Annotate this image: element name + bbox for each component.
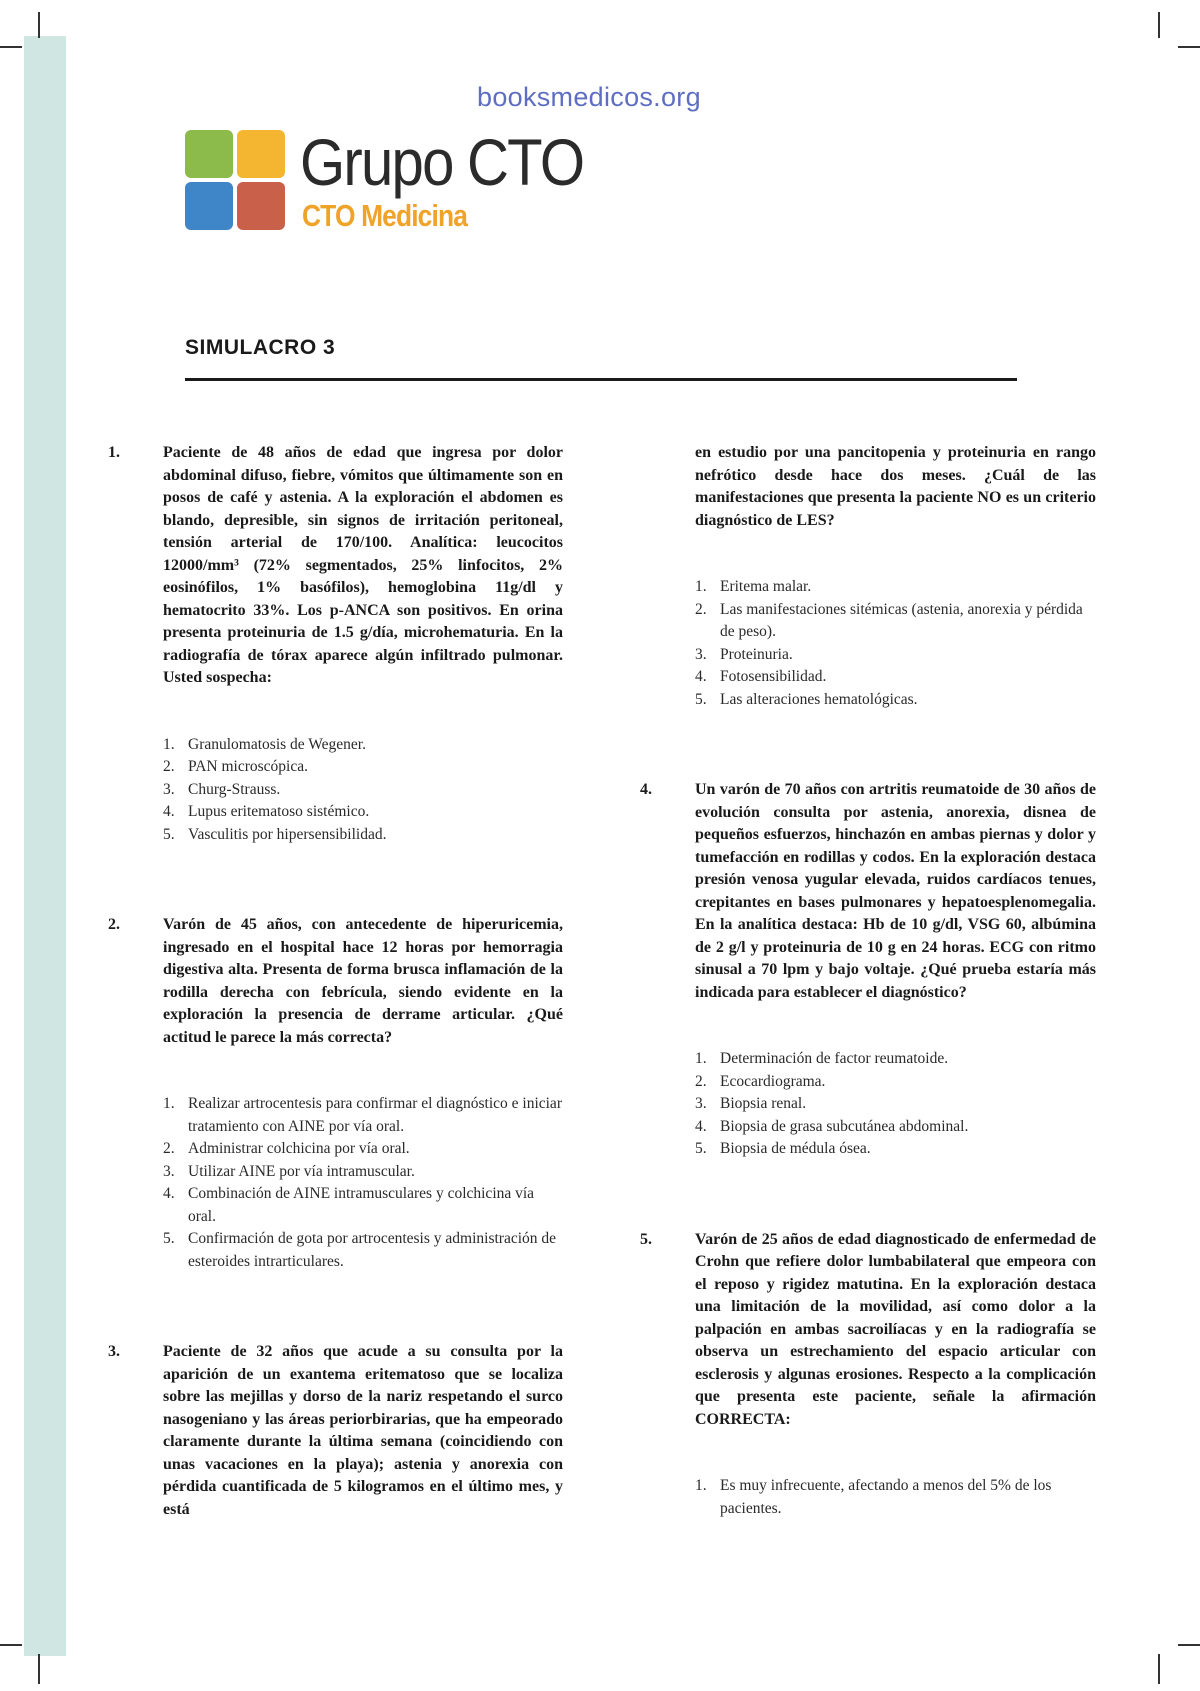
- answer-option[interactable]: 4. Biopsia de grasa subcutánea abdominal.: [695, 1117, 969, 1135]
- logo-square-blue: [185, 182, 233, 230]
- question-stem: [640, 779, 1096, 1004]
- answer-options: [108, 734, 563, 847]
- question-number: 1.: [108, 444, 120, 461]
- crop-mark: [38, 12, 40, 38]
- answer-options: [108, 1093, 563, 1273]
- answer-option[interactable]: 1. Es muy infrecuente, afectando a menos del 5% de los pacientes.: [695, 1477, 1052, 1517]
- title-divider: [185, 378, 1017, 381]
- logo-subtitle: CTO Medicina: [302, 198, 468, 233]
- question-stem-continued: [640, 442, 1096, 532]
- answer-option[interactable]: 5. Las alteraciones hematológicas.: [695, 690, 918, 708]
- answer-option[interactable]: 1. Realizar artrocentesis para confirmar el diagnóstico e iniciar tratamiento con AINE por vía oral.: [163, 1095, 562, 1135]
- answer-option[interactable]: 1. Eritema malar.: [695, 578, 812, 595]
- question-stem: [108, 1341, 563, 1521]
- question-3: [108, 1341, 563, 1521]
- answer-option[interactable]: 2. PAN microscópica.: [163, 758, 308, 775]
- crop-mark: [1178, 46, 1200, 48]
- page-title: SIMULACRO 3: [185, 336, 336, 359]
- answer-option[interactable]: 5. Biopsia de médula ósea.: [695, 1140, 871, 1157]
- question-text: en estudio por una pancitopenia y proteinuria en rango nefrótico desde hace dos meses. ¿Cuál de las manifestaciones que presenta la paciente NO es un criterio diagnóstico de LES?: [695, 444, 1096, 529]
- answer-option[interactable]: 3. Proteinuria.: [695, 645, 793, 663]
- question-text: Un varón de 70 años con artritis reumatoide de 30 años de evolución consulta por astenia, anorexia, disnea de pequeños esfuerzos, hinchazón en ambas piernas y dolor y tumefacción en rodillas y codos. En la exploración destaca presión venosa yugular elevada, ruidos cardíacos tenues, crepitantes en bases pulmonares y hepatoesplenomegalia. En la analítica destaca: Hb de 10 g/dl, VSG 60, albúmina de 2 g/l y proteinuria de 10 g en 24 horas. ECG con ritmo sinusal a 70 lpm y bajo voltaje. ¿Qué prueba estaría más indicada para establecer el diagnóstico?: [695, 781, 1096, 1001]
- question-text: Varón de 25 años de edad diagnosticado de enfermedad de Crohn que refiere dolor lumbabilateral que empeora con el reposo y rigidez matutina. En la exploración destaca una limitación de la movilidad, así como dolor a la palpación en ambas sacroilíacas y en la radiografía se observa un estrechamiento del espacio articular con esclerosis y algunas erosiones. Respecto a la complicación que presenta este paciente, señale la afirmación CORRECTA:: [695, 1230, 1096, 1428]
- crop-mark: [0, 46, 22, 48]
- crop-mark: [1158, 12, 1160, 38]
- answer-option[interactable]: 2. Administrar colchicina por vía oral.: [163, 1140, 410, 1157]
- answer-option[interactable]: 1. Determinación de factor reumatoide.: [695, 1050, 949, 1067]
- question-4: [640, 779, 1096, 1161]
- left-column: [108, 442, 563, 1521]
- question-text: Varón de 45 años, con antecedente de hiperuricemia, ingresado en el hospital hace 12 horas por hemorragia digestiva alta. Presenta de forma brusca inflamación de la rodilla derecha con febrícula, siendo evidente en la exploración la presencia de derrame articular. ¿Qué actitud le parece la más correcta?: [163, 916, 563, 1046]
- logo-square-red: [237, 182, 285, 230]
- question-5: [640, 1229, 1096, 1521]
- answer-option[interactable]: 4. Fotosensibilidad.: [695, 668, 827, 685]
- logo-square-yellow: [237, 130, 285, 178]
- crop-mark: [38, 1654, 40, 1684]
- question-number: 3.: [108, 1343, 120, 1360]
- question-3-continued: [640, 442, 1096, 711]
- answer-option[interactable]: 5. Confirmación de gota por artrocentesis y administración de esteroides intrarticulares.: [163, 1230, 557, 1270]
- question-2: [108, 914, 563, 1273]
- question-stem: [108, 442, 563, 690]
- answer-option[interactable]: 5. Vasculitis por hipersensibilidad.: [163, 825, 387, 843]
- answer-options: [640, 576, 1096, 711]
- answer-option[interactable]: 4. Lupus eritematoso sistémico.: [163, 803, 370, 820]
- question-1: [108, 442, 563, 846]
- right-column: [640, 442, 1096, 1520]
- answer-option[interactable]: 1. Granulomatosis de Wegener.: [163, 735, 366, 753]
- logo-brand-text: Grupo CTO: [300, 125, 584, 199]
- watermark-link[interactable]: booksmedicos.org: [477, 82, 701, 112]
- answer-option[interactable]: 2. Ecocardiograma.: [695, 1072, 826, 1090]
- crop-mark: [1178, 1644, 1200, 1646]
- question-text: Paciente de 32 años que acude a su consulta por la aparición de un exantema eritematoso que se localiza sobre las mejillas y dorso de la nariz respetando el surco nasogeniano y las áreas periorbirarias, que ha empeorado claramente durante la última semana (coincidiendo con unas vacaciones en la playa); astenia y anorexia con pérdida cuantificada de 5 kilogramos en el último mes, y está: [163, 1343, 563, 1518]
- question-number: 2.: [108, 916, 120, 933]
- side-color-strip: [24, 36, 66, 1656]
- answer-option[interactable]: 3. Biopsia renal.: [695, 1095, 807, 1112]
- crop-mark: [1158, 1654, 1160, 1684]
- question-number: 5.: [640, 1230, 652, 1248]
- logo-square-green: [185, 130, 233, 178]
- question-stem: [108, 914, 563, 1049]
- answer-options: [640, 1048, 1096, 1161]
- question-stem: [640, 1229, 1096, 1432]
- grupo-cto-logo: [185, 125, 605, 240]
- question-text: Paciente de 48 años de edad que ingresa por dolor abdominal difuso, fiebre, vómitos que últimamente son en posos de café y astenia. A la exploración el abdomen es blando, depresible, sin signos de irritación peritoneal, tensión arterial de 170/100. Analítica: leucocitos 12000/mm³ (72% segmentados, 25% linfocitos, 2% eosinófilos, 1% basófilos), hemoglobina 11g/dl y hematocrito 33%. Los p-ANCA son positivos. En orina presenta proteinuria de 1.5 g/día, microhematuria. En la radiografía de tórax aparece algún infiltrado pulmonar. Usted sospecha:: [163, 444, 563, 686]
- crop-mark: [0, 1644, 22, 1646]
- answer-option[interactable]: 3. Churg-Strauss.: [163, 780, 281, 798]
- answer-option[interactable]: 3. Utilizar AINE por vía intramuscular.: [163, 1162, 415, 1180]
- answer-option[interactable]: 2. Las manifestaciones sitémicas (astenia, anorexia y pérdida de peso).: [695, 600, 1083, 640]
- answer-options: [640, 1475, 1096, 1520]
- question-number: 4.: [640, 781, 652, 798]
- answer-option[interactable]: 4. Combinación de AINE intramusculares y colchicina vía oral.: [163, 1185, 535, 1225]
